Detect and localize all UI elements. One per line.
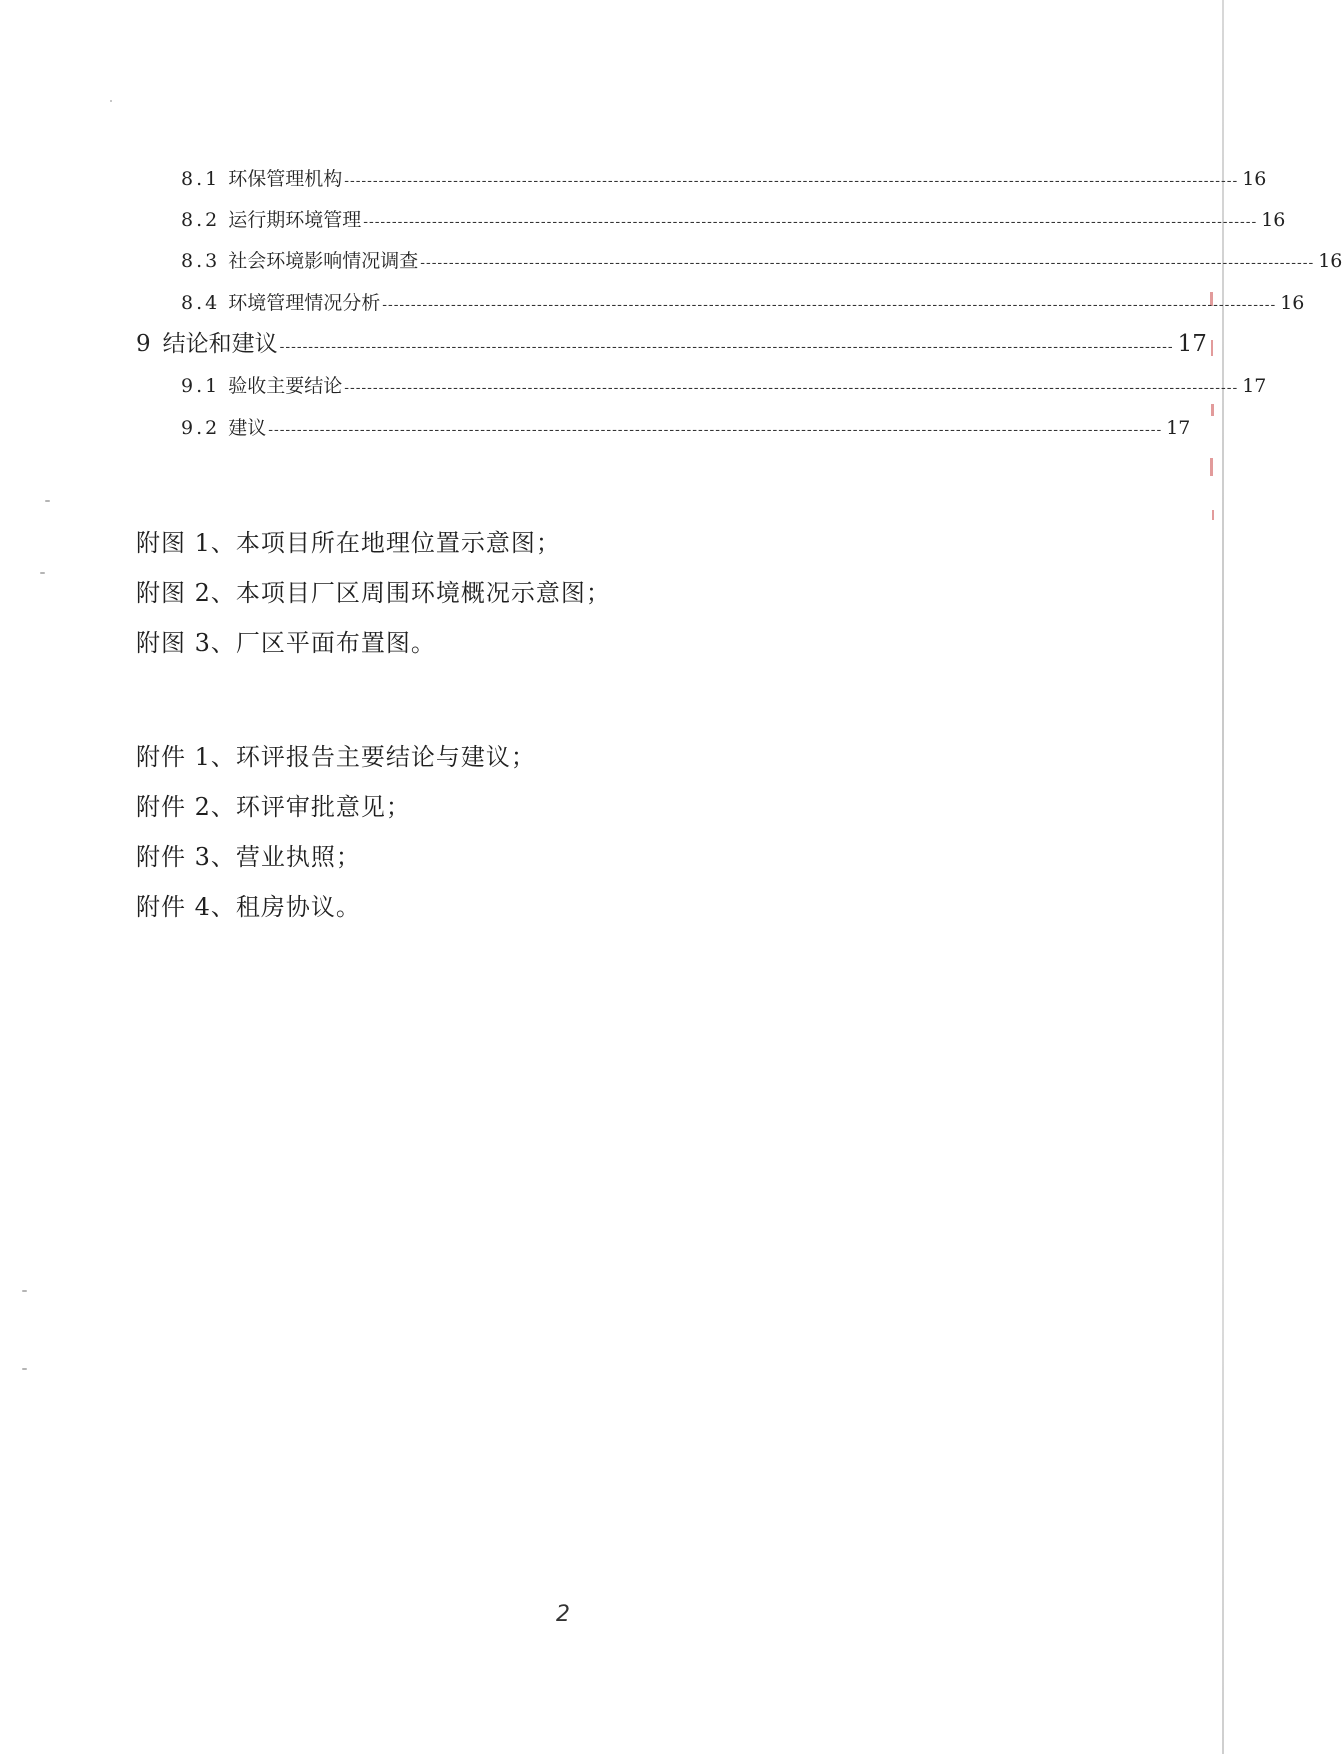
scan-speck [45,500,50,502]
toc-leader-dashes: ------------------------------------------------------------------------------------------------------------------------------------------------------------ [344,380,1239,396]
page-number: 2 [556,1602,570,1627]
toc-entry[interactable] [181,371,1267,398]
toc-leader-dashes: ------------------------------------------------------------------------------------------------------------------------------------------------------------ [363,214,1258,230]
toc-entry-title: 验收主要结论 [228,375,343,397]
toc-entry-page: 17 [1166,417,1191,439]
toc-entry-number: 9 [136,331,151,357]
toc-entry[interactable] [181,413,1191,440]
scan-speck [40,572,45,574]
toc-leader-dashes: ------------------------------------------------------------------------------------------------------------------------------------------------------------ [382,297,1277,313]
toc-entry-title: 环境管理情况分析 [228,292,381,314]
figure-list-item: 附图 3、厂区平面布置图。 [136,629,436,657]
figure-list-item: 附图 2、本项目厂区周围环境概况示意图； [136,579,611,607]
toc-entry[interactable] [181,205,1286,232]
attachment-list-item: 附件 1、环评报告主要结论与建议； [136,743,536,771]
seal-fragment [1210,458,1213,476]
toc-entry-number: 8.1 [181,168,221,190]
toc-entry-title: 运行期环境管理 [228,209,362,231]
toc-leader-dashes: ------------------------------------------------------------------------------------------------------------------------------------------------------------ [268,422,1163,438]
toc-leader-dashes: ------------------------------------------------------------------------------------------------------------------------------------------------------------ [420,255,1315,271]
toc-entry-title: 结论和建议 [162,331,278,357]
attachment-list-item: 附件 2、环评审批意见； [136,793,411,821]
toc-entry-title: 环保管理机构 [228,168,343,190]
toc-entry[interactable] [181,246,1342,273]
toc-entry-number: 9.1 [181,375,221,397]
toc-entry-page: 16 [1261,209,1286,231]
toc-entry-title: 建议 [228,417,267,439]
scan-speck [22,1368,27,1370]
toc-entry-title: 社会环境影响情况调查 [228,250,419,272]
scan-speck [22,1290,27,1292]
toc-chapter-entry[interactable] [136,325,1207,358]
toc-entry-page: 17 [1177,331,1207,357]
toc-leader-dashes: ------------------------------------------------------------------------------------------------------------------------------------------------------------ [344,173,1239,189]
seal-fragment [1211,340,1213,356]
toc-entry-number: 8.2 [181,209,221,231]
toc-leader-dashes: ------------------------------------------------------------------------------------------------------------------------------------------------------------ [279,339,1174,355]
figure-list-item: 附图 1、本项目所在地理位置示意图； [136,529,561,557]
seal-fragment [1212,510,1214,520]
attachment-list-item: 附件 4、租房协议。 [136,893,361,921]
toc-entry-page: 16 [1318,250,1342,272]
toc-entry-page: 16 [1242,168,1267,190]
toc-entry-number: 9.2 [181,417,221,439]
toc-entry[interactable] [181,164,1267,191]
seal-fragment [1211,404,1214,416]
toc-entry-number: 8.4 [181,292,221,314]
toc-entry-page: 16 [1280,292,1305,314]
attachment-list-item: 附件 3、营业执照； [136,843,361,871]
toc-entry-page: 17 [1242,375,1267,397]
toc-entry[interactable] [181,288,1305,315]
toc-entry-number: 8.3 [181,250,221,272]
scan-speck [110,100,112,102]
